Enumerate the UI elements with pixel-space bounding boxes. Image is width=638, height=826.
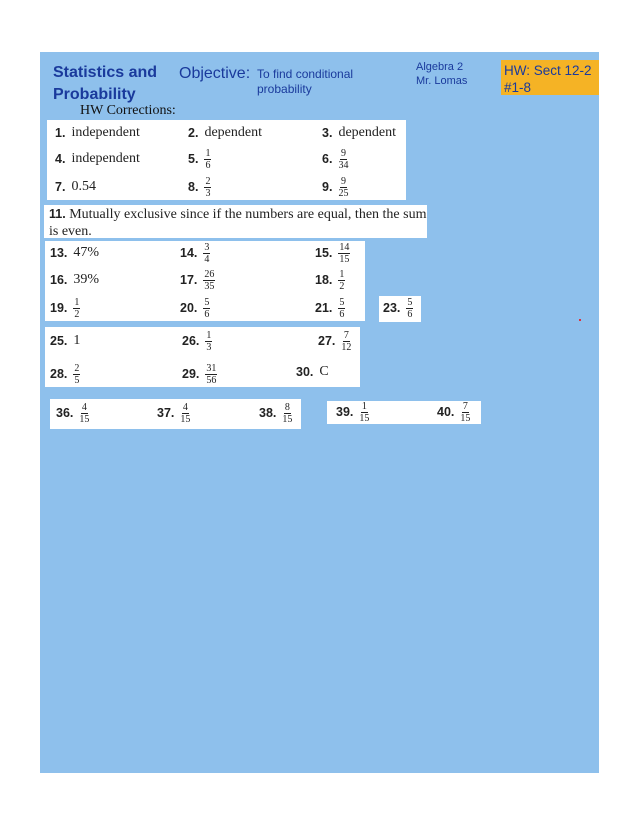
answer-23: 23. $\frac{5}{6}$ (383, 296, 413, 320)
fraction: $\frac{5}{6}$ (407, 296, 413, 320)
teacher-name: Mr. Lomas (416, 75, 468, 87)
answer-37: 37. $\frac{4}{15}$ (157, 401, 191, 425)
objective-text: To find conditional probability (257, 67, 354, 96)
answer-39: 39. $\frac{1}{15}$ (336, 400, 370, 424)
answer-18: 18. $\frac{1}{2}$ (315, 268, 345, 292)
answer-16: 16. 39% (50, 272, 100, 287)
fraction: $\frac{26}{35}$ (204, 268, 215, 292)
objective-label: Objective: (179, 65, 251, 82)
fraction: $\frac{8}{15}$ (282, 401, 293, 425)
fraction: $\frac{7}{15}$ (460, 400, 471, 424)
fraction: $\frac{1}{15}$ (359, 400, 370, 424)
answer-8: 8. $\frac{2}{3}$ (188, 175, 211, 199)
fraction: $\frac{1}{2}$ (339, 268, 345, 292)
fraction: $\frac{9}{25}$ (338, 175, 349, 199)
answer-9: 9. $\frac{9}{25}$ (322, 175, 349, 199)
fraction: $\frac{4}{15}$ (180, 401, 191, 425)
course-teacher (416, 60, 496, 88)
answer-36: 36. $\frac{4}{15}$ (56, 401, 90, 425)
fraction: $\frac{5}{6}$ (339, 296, 345, 320)
fraction: $\frac{31}{56}$ (206, 362, 217, 386)
fraction: $\frac{9}{34}$ (338, 147, 349, 171)
answer-29: 29. $\frac{31}{56}$ (182, 362, 217, 386)
fraction: $\frac{2}{5}$ (74, 362, 80, 386)
slide-title: Statistics and Probability (53, 64, 158, 103)
answer-3: 3. dependent (322, 125, 396, 140)
course-name: Algebra 2 (416, 61, 464, 73)
answer-19: 19. $\frac{1}{2}$ (50, 296, 80, 320)
answer-4: 4. independent (55, 151, 140, 166)
answer-14: 14. $\frac{3}{4}$ (180, 241, 210, 265)
answer-28: 28. $\frac{2}{5}$ (50, 362, 80, 386)
answer-25: 25. 1 (50, 333, 81, 348)
fraction: $\frac{1}{3}$ (206, 329, 212, 353)
stray-dot (579, 319, 581, 321)
fraction: $\frac{1}{2}$ (74, 296, 80, 320)
fraction: $\frac{7}{12}$ (341, 329, 352, 353)
answer-27: 27. $\frac{7}{12}$ (318, 329, 352, 353)
fraction: $\frac{14}{15}$ (339, 241, 350, 265)
answer-17: 17. $\frac{26}{35}$ (180, 268, 215, 292)
fraction: $\frac{2}{3}$ (205, 175, 211, 199)
answer-5: 5. $\frac{1}{6}$ (188, 147, 211, 171)
answer-6: 6. $\frac{9}{34}$ (322, 147, 349, 171)
answer-13: 13. 47% (50, 245, 100, 260)
answer-26: 26. $\frac{1}{3}$ (182, 329, 212, 353)
answer-2: 2. dependent (188, 125, 262, 140)
homework-badge: HW: Sect 12-2 #1-8 (501, 60, 599, 95)
fraction: $\frac{1}{6}$ (205, 147, 211, 171)
answer-7: 7. 0.54 (55, 179, 96, 194)
answer-21: 21. $\frac{5}{6}$ (315, 296, 345, 320)
answer-40: 40. $\frac{7}{15}$ (437, 400, 471, 424)
answer-15: 15. $\frac{14}{15}$ (315, 241, 350, 265)
answer-30: 30. C (296, 364, 329, 379)
fraction: $\frac{4}{15}$ (79, 401, 90, 425)
fraction: $\frac{3}{4}$ (204, 241, 210, 265)
fraction: $\frac{5}{6}$ (204, 296, 210, 320)
answer-11: 11. Mutually exclusive since if the numbers are equal, then the sum is even. (49, 207, 427, 239)
answer-1: 1. independent (55, 125, 140, 140)
answer-20: 20. $\frac{5}{6}$ (180, 296, 210, 320)
section-title: HW Corrections: (80, 103, 176, 118)
answer-38: 38. $\frac{8}{15}$ (259, 401, 293, 425)
